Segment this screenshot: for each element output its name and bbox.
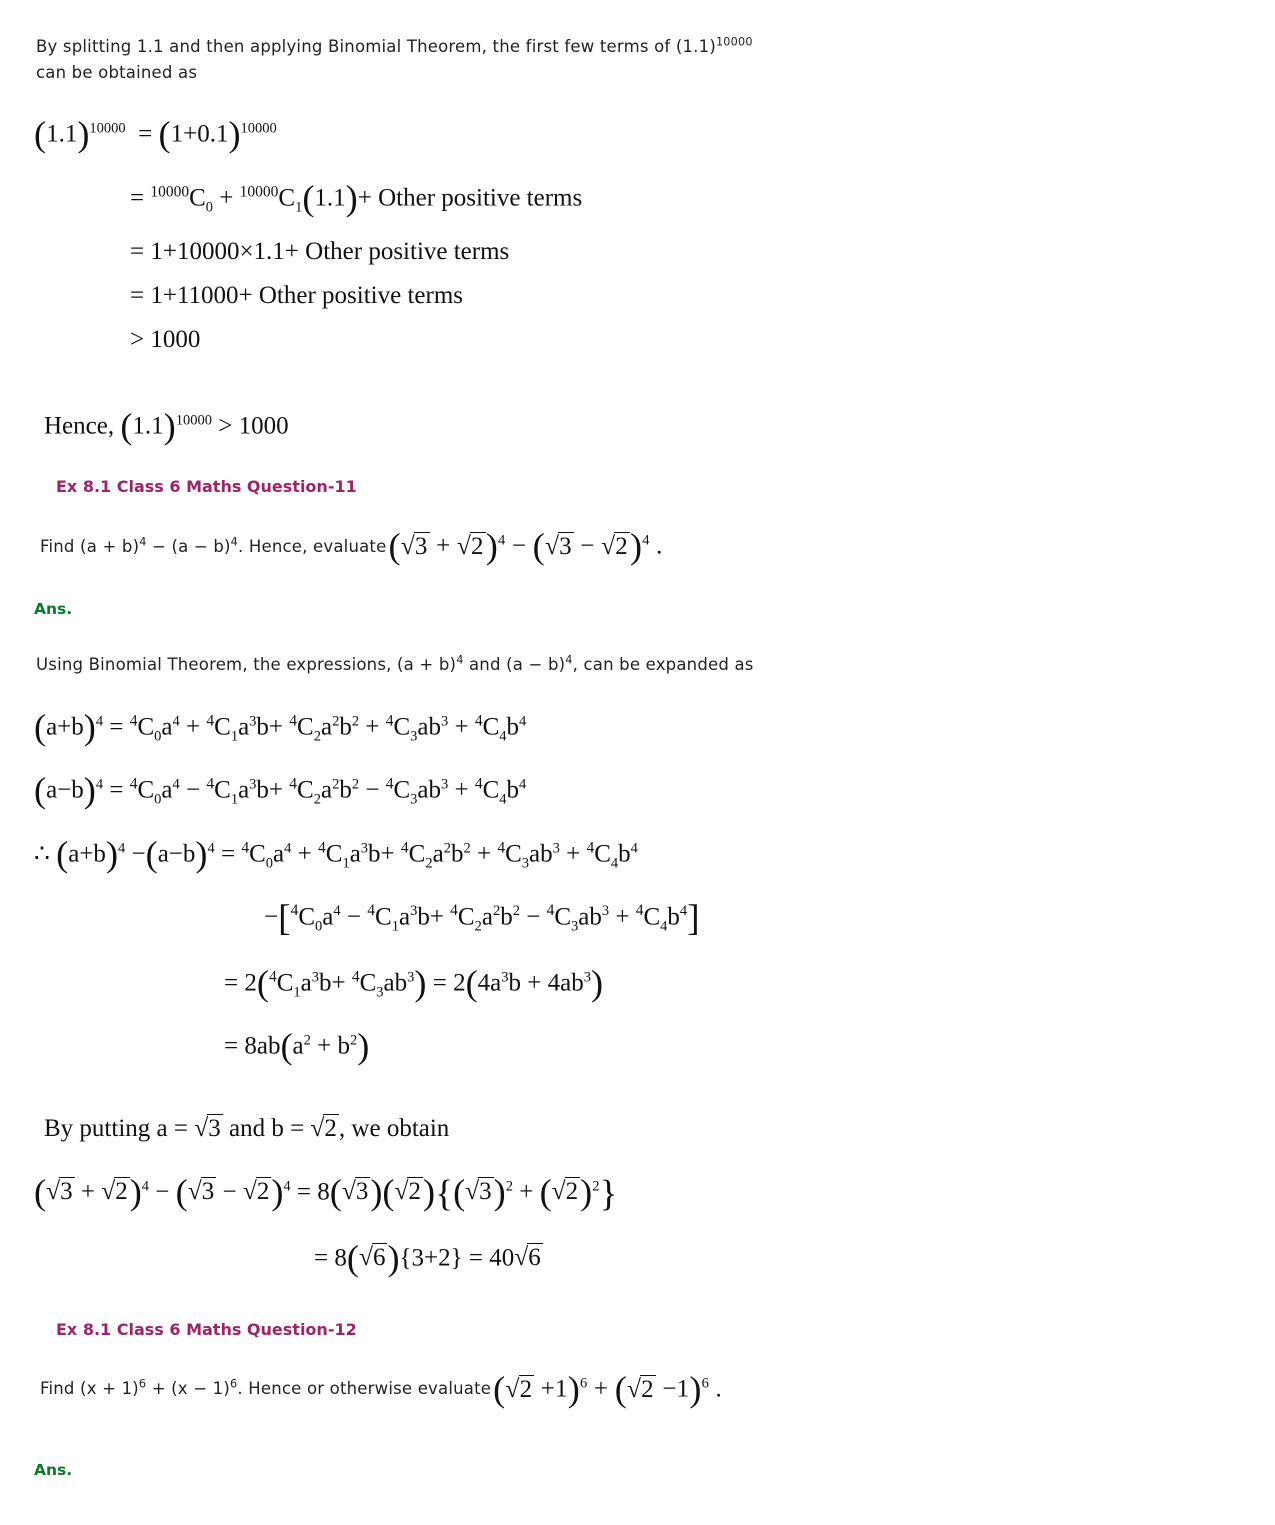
q11-pre-label: Find (a + b): [40, 536, 140, 556]
question-11-text: [40, 518, 1241, 574]
sol11-intro-post: , can be expanded as: [572, 655, 754, 675]
derivation-line-4: = 1+11000+ Other positive terms: [130, 281, 463, 309]
final-evaluation-block: [34, 1161, 1241, 1290]
answer-label-11: Ans.: [34, 600, 73, 619]
q12-mid-label: + (x − 1): [146, 1379, 231, 1399]
expansion-line-5: = $2(^4C_1a^3b+ ^4C_3ab^3) = 2(4a^3b + 4ab^3)$: [224, 962, 604, 1003]
q12-sup-1: 6: [138, 1377, 147, 1391]
q12-text-pre: [40, 1376, 491, 1402]
expansion-block: [34, 696, 1241, 1079]
q11-inline-math: $(√3 + √2)^4 - (√3 - √2)^4$ .: [388, 526, 663, 567]
hence-statement: Hence, $(1.1)^{10000} > 1000$: [44, 406, 289, 447]
sol11-intro-pre: Using Binomial Theorem, the expressions, (a + b): [36, 655, 457, 675]
expansion-line-1: $(a+b)^4 = ^4C_0a^4 + ^4C_1a^3b+ ^4C_2a^2b^2 + ^4C_3ab^3 + ^4C_4b^4$: [34, 707, 527, 747]
sol11-sup-2: 4: [565, 653, 573, 667]
derivation-line-2: = $^{10000}C_0 + ^{10000}C_1(1.1)+$ Other positive terms: [130, 177, 583, 218]
intro-line1-text: By splitting 1.1 and then applying Binomial Theorem, the first few terms of (1.1): [36, 37, 716, 56]
final-line-2: = 8(√6){3+2} = 40√6: [314, 1237, 541, 1278]
question-12-text: [40, 1361, 1241, 1417]
solution-11-intro: [36, 652, 1241, 678]
answer-label-12: Ans.: [34, 1461, 73, 1480]
q11-sup-2: 4: [230, 535, 239, 549]
q12-pre-label: Find (x + 1): [40, 1379, 139, 1399]
q12-inline-math: $(√2 +1)^6 + (√2 -1)^6$ .: [493, 1369, 722, 1410]
q11-sup-1: 4: [139, 535, 147, 549]
sol11-intro-mid: and (a − b): [463, 655, 566, 675]
q12-sup-2: 6: [230, 1377, 238, 1391]
q11-text-pre: [40, 534, 386, 560]
expansion-line-4: $-[^4C_0a^4 - ^4C_1a^3b+ ^4C_2a^2b^2 - ^4C_3ab^3 + ^4C_4b^4]$: [264, 898, 700, 940]
q12-post-label: . Hence or otherwise evaluate: [237, 1379, 492, 1399]
q11-mid-label: − (a − b): [146, 536, 231, 556]
derivation-block-1: [34, 103, 1241, 361]
derivation-line-5: > 1000: [130, 325, 201, 353]
intro-line2-text: can be obtained as: [36, 62, 198, 82]
expansion-line-6: = $8ab(a^2 + b^2)$: [224, 1026, 370, 1067]
intro-paragraph: [36, 34, 1241, 85]
derivation-line-1: $(1.1)^{10000} = (1+0.1)^{10000}$: [34, 114, 277, 155]
q11-post-label: . Hence, evaluate: [238, 536, 387, 556]
question-11-heading: Ex 8.1 Class 6 Maths Question-11: [56, 477, 357, 497]
by-putting-statement: By putting a = √3 and b = √2, we obtain: [44, 1112, 450, 1142]
sol11-sup-1: 4: [456, 653, 464, 667]
intro-line1-exponent: 10000: [715, 35, 753, 49]
derivation-line-3: = 1+10000×1.1+ Other positive terms: [130, 238, 510, 265]
expansion-line-2: $(a-b)^4 = ^4C_0a^4 - ^4C_1a^3b+ ^4C_2a^2b^2 - ^4C_3ab^3 + ^4C_4b^4$: [34, 770, 527, 811]
expansion-line-3: ∴ $(a+b)^4 -(a-b)^4 = ^4C_0a^4 + ^4C_1a^3b+ ^4C_2a^2b^2 + ^4C_3ab^3 + ^4C_4b^4$: [34, 833, 638, 874]
question-12-heading: Ex 8.1 Class 6 Maths Question-12: [56, 1320, 357, 1340]
final-line-1: $(√3 + √2)^4 - (√3 - √2)^4 = 8(√3)(√2)\{(√3)^2 + (√2)^2\}$: [34, 1171, 618, 1215]
